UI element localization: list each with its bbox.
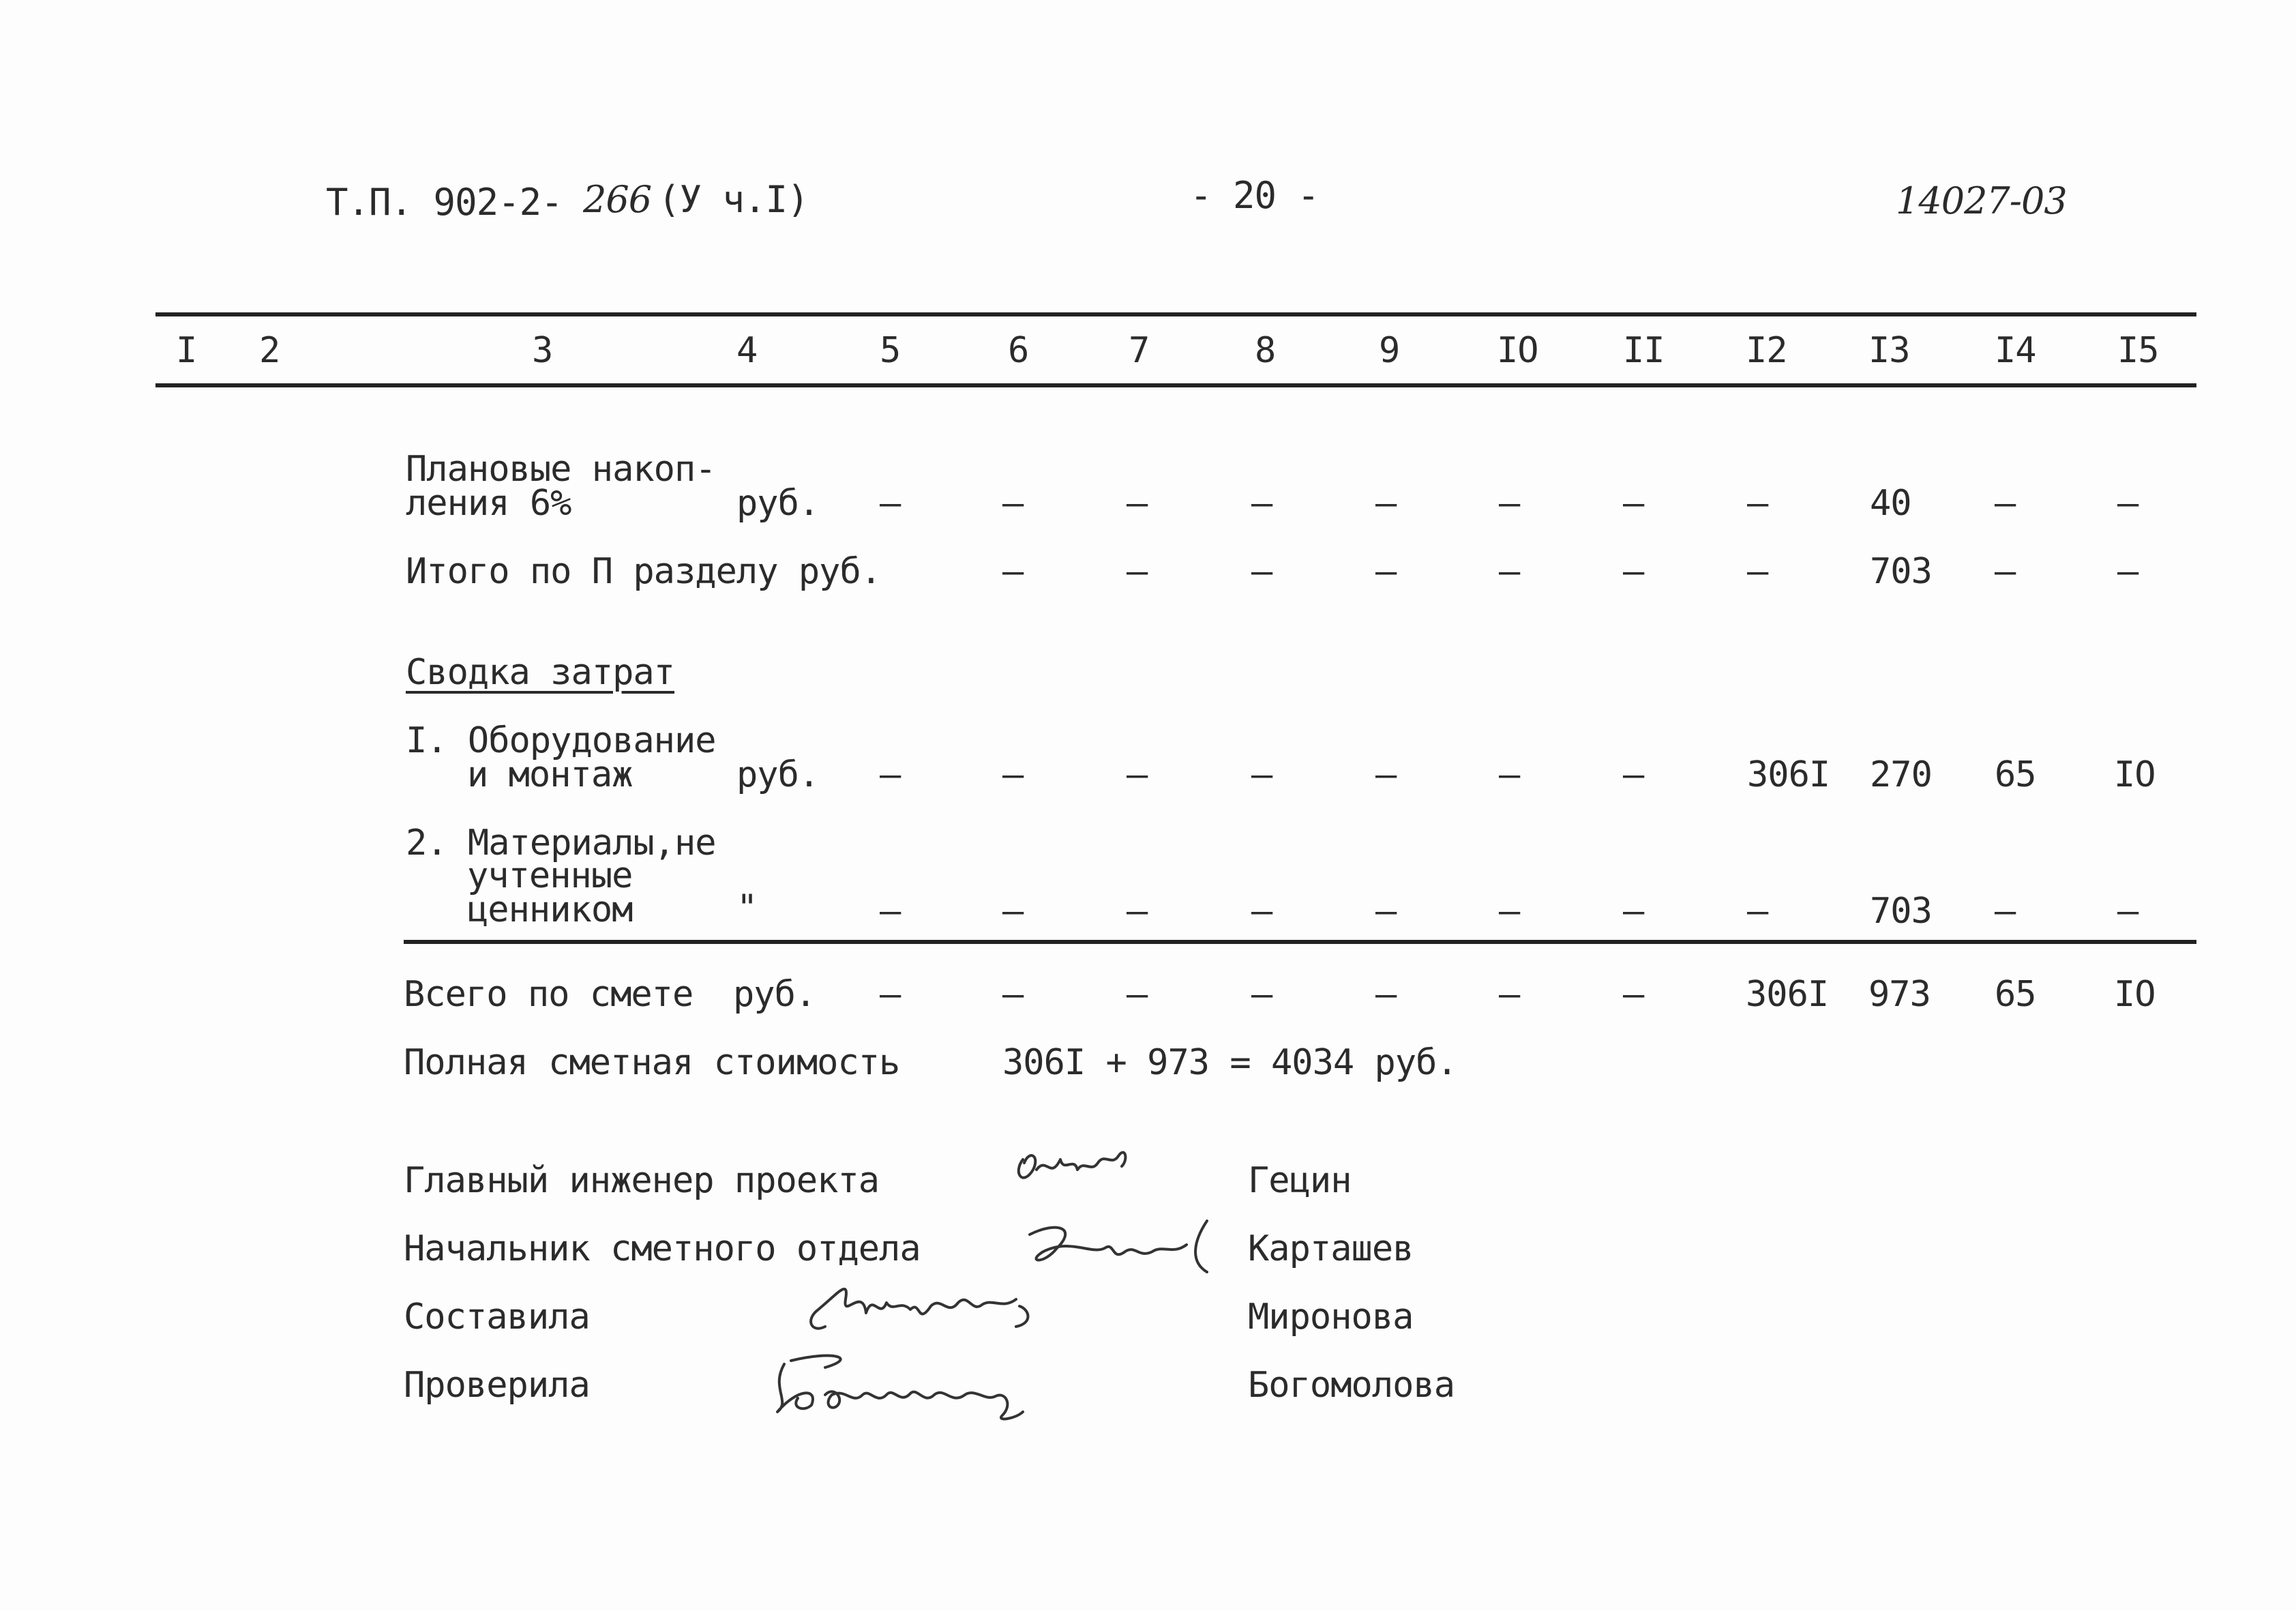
cell: – (1127, 891, 1148, 932)
handwritten-signature (750, 1347, 1043, 1429)
header-bottom-rule (155, 383, 2196, 387)
cell: – (1375, 483, 1397, 524)
cell: – (1375, 974, 1397, 1015)
unit: руб. (736, 754, 820, 795)
cell: – (1375, 891, 1397, 932)
row-label: Плановые накоп- (406, 449, 716, 490)
row-label: I. Оборудование (406, 720, 716, 761)
column-header: 8 (1255, 330, 1276, 371)
cell: – (1251, 891, 1272, 932)
row-label: 2. Материалы,не (406, 823, 716, 863)
cell: 270 (1870, 754, 1932, 795)
cell: IO (2114, 974, 2156, 1015)
cell: – (1499, 483, 1520, 524)
handwritten-signature (1016, 1214, 1227, 1282)
column-header: 4 (736, 330, 758, 371)
row-label: Всего по смете (404, 974, 694, 1015)
row-label: и монтаж (467, 754, 633, 795)
cell: – (1251, 483, 1272, 524)
cell: – (1623, 754, 1644, 795)
summary-heading: Сводка затрат (406, 652, 674, 693)
cell: – (1747, 891, 1768, 932)
column-header: I3 (1868, 330, 1910, 371)
column-header: II (1623, 330, 1665, 371)
signatory-title: Проверила (404, 1365, 590, 1406)
doc-code-prefix: Т.П. 902-2- (326, 181, 563, 224)
cell: – (1127, 551, 1148, 592)
cell: – (1747, 483, 1768, 524)
cell: – (880, 974, 901, 1015)
cell: 65 (1995, 974, 2036, 1015)
cell: – (1375, 754, 1397, 795)
cell: – (1002, 891, 1024, 932)
doc-code-handwritten: 266 (583, 178, 652, 221)
top-rule (155, 312, 2196, 316)
column-header: I5 (2117, 330, 2159, 371)
total-separator-rule (404, 940, 2196, 944)
signatory-name: Миронова (1248, 1297, 1414, 1337)
cell: – (2117, 551, 2138, 592)
cell: – (1251, 974, 1272, 1015)
column-header: 9 (1379, 330, 1400, 371)
row-label: ления 6% (406, 483, 571, 524)
cell: 306I (1747, 754, 1830, 795)
cell: – (1002, 551, 1024, 592)
cell: – (1995, 551, 2016, 592)
cell: 65 (1995, 754, 2036, 795)
full-cost-label: Полная сметная стоимость (404, 1042, 900, 1083)
cell: – (1623, 551, 1644, 592)
cell: – (1499, 754, 1520, 795)
cell: – (2117, 891, 2138, 932)
cell: – (1499, 891, 1520, 932)
cell: 40 (1870, 483, 1911, 524)
row-label: ценником (467, 889, 633, 930)
signatory-title: Начальник сметного отдела (404, 1228, 921, 1269)
column-header: IO (1497, 330, 1538, 371)
cell: – (1002, 754, 1024, 795)
cell: – (1623, 891, 1644, 932)
cell: 703 (1870, 891, 1932, 932)
signatory-name: Богомолова (1248, 1365, 1455, 1406)
cell: – (1002, 483, 1024, 524)
cell: – (1127, 974, 1148, 1015)
signatory-name: Карташев (1248, 1228, 1414, 1269)
column-header: I4 (1995, 330, 2036, 371)
signatory-title: Составила (404, 1297, 590, 1337)
cell: – (1623, 974, 1644, 1015)
row-label: Итого по П разделу руб. (406, 551, 882, 592)
cell: – (1623, 483, 1644, 524)
doc-code-suffix: (У ч.I) (658, 178, 809, 221)
column-header: 3 (532, 330, 553, 371)
unit: руб. (733, 974, 816, 1015)
column-header: 6 (1008, 330, 1029, 371)
cell: – (880, 891, 901, 932)
cell: – (1995, 891, 2016, 932)
cell: – (2117, 483, 2138, 524)
cell: IO (2114, 754, 2156, 795)
cell: – (1002, 974, 1024, 1015)
handwritten-signature (798, 1272, 1043, 1347)
cell: – (1499, 974, 1520, 1015)
cell: – (1251, 551, 1272, 592)
cell: 973 (1868, 974, 1930, 1015)
column-header: I (176, 330, 197, 371)
column-header: I2 (1746, 330, 1787, 371)
archive-number: 14027-03 (1896, 179, 2067, 222)
signatory-title: Главный инженер проекта (404, 1160, 880, 1201)
column-header: 7 (1129, 330, 1150, 371)
cell: – (880, 754, 901, 795)
unit: руб. (736, 483, 820, 524)
cell: 306I (1746, 974, 1829, 1015)
cell: – (1747, 551, 1768, 592)
unit: " (736, 887, 758, 928)
column-header: 5 (880, 330, 901, 371)
cell: – (1499, 551, 1520, 592)
page-number: - 20 - (1190, 174, 1320, 217)
full-cost-formula: 306I + 973 = 4034 руб. (1002, 1042, 1457, 1083)
cell: 703 (1870, 551, 1932, 592)
signatory-name: Гецин (1248, 1160, 1352, 1201)
cell: – (1251, 754, 1272, 795)
column-header: 2 (259, 330, 280, 371)
cell: – (1127, 483, 1148, 524)
cell: – (1995, 483, 2016, 524)
cell: – (1375, 551, 1397, 592)
cell: – (1127, 754, 1148, 795)
cell: – (880, 483, 901, 524)
handwritten-signature (1009, 1132, 1146, 1194)
row-label: учтенные (467, 855, 633, 896)
